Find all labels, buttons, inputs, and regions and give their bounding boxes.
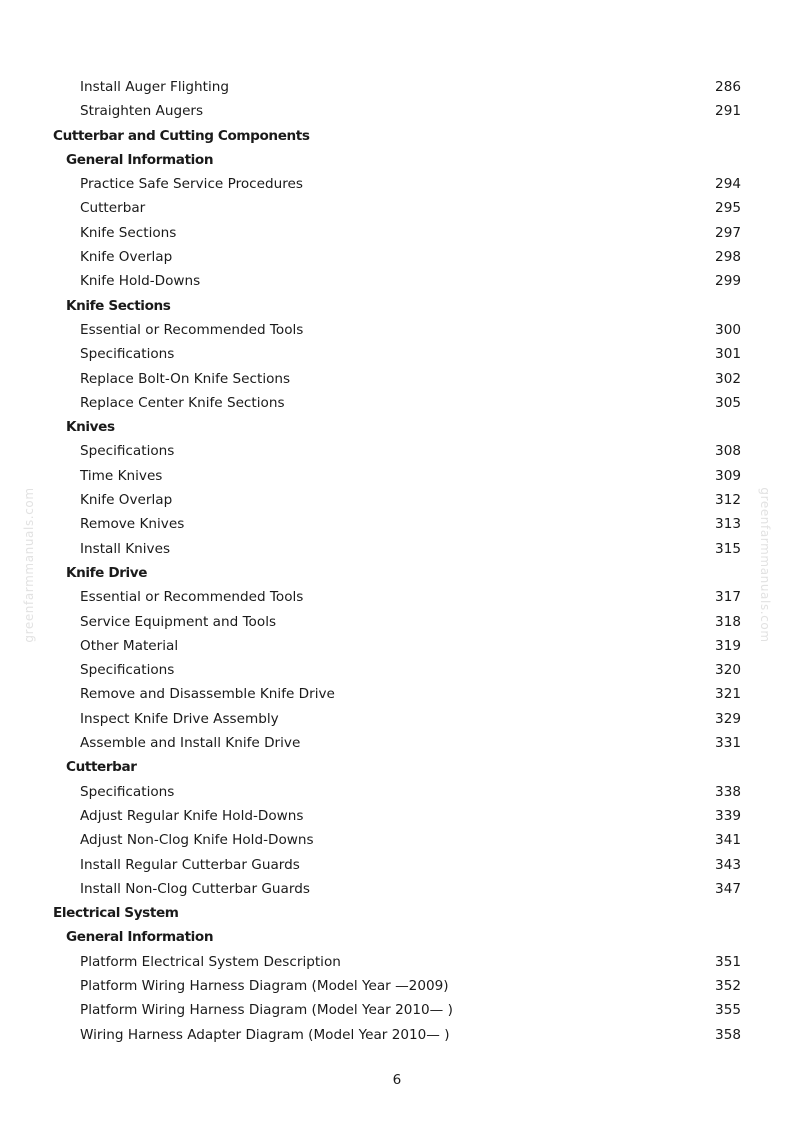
watermark-left: greenfarmmanuals.com (22, 487, 36, 643)
toc-entry[interactable] (0, 731, 794, 755)
toc-entry-title: Other Material (80, 637, 179, 654)
toc-entry-page: 320 (715, 662, 741, 679)
toc-entry-title: Wiring Harness Adapter Diagram (Model Year 2010— ) (80, 1026, 450, 1043)
toc-entry[interactable] (0, 221, 794, 245)
toc-entry[interactable] (0, 780, 794, 804)
toc-entry-page: 295 (715, 200, 741, 217)
toc-entry-page: 305 (715, 394, 741, 411)
toc-entry[interactable] (0, 99, 794, 123)
toc-entry-title: Knives (66, 419, 115, 436)
toc-entry[interactable] (0, 610, 794, 634)
toc-entry-title: Time Knives (80, 467, 163, 484)
toc-entry-page: 341 (715, 832, 741, 849)
toc-subsection-heading (0, 925, 794, 949)
toc-entry-title: Practice Safe Service Procedures (80, 176, 303, 193)
toc-subsection-heading (0, 415, 794, 439)
toc-entry-page: 309 (715, 467, 741, 484)
toc-subsection-heading (0, 148, 794, 172)
toc-entry-title: Install Auger Flighting (80, 79, 230, 95)
toc-entry[interactable] (0, 537, 794, 561)
toc-entry[interactable] (0, 707, 794, 731)
toc-entry[interactable] (0, 658, 794, 682)
toc-entry-title: Cutterbar and Cutting Components (53, 127, 310, 144)
toc-entry-page: 294 (715, 176, 741, 193)
toc-entry[interactable] (0, 367, 794, 391)
toc-entry-title: Knife Overlap (80, 249, 173, 266)
toc-entry-title: Install Knives (80, 540, 171, 557)
toc-entry[interactable] (0, 998, 794, 1022)
toc-entry[interactable] (0, 828, 794, 852)
toc-entry-title: Cutterbar (80, 200, 146, 217)
toc-entry-title: Platform Wiring Harness Diagram (Model Year 2010— ) (80, 1002, 453, 1019)
toc-entry[interactable] (0, 1023, 794, 1047)
toc-entry-title: Specifications (80, 783, 175, 800)
toc-entry-page: 299 (715, 273, 741, 290)
toc-entry[interactable] (0, 804, 794, 828)
toc-entry-title: Knife Sections (80, 224, 177, 241)
toc-entry-title: General Information (66, 929, 214, 946)
toc-entry-page: 352 (715, 977, 741, 994)
toc-entry-title: Essential or Recommended Tools (80, 589, 304, 606)
toc-entry[interactable] (0, 682, 794, 706)
toc-entry-page: 302 (715, 370, 741, 387)
toc-entry-page: 297 (715, 224, 741, 241)
toc-entry[interactable] (0, 877, 794, 901)
toc-entry-title: Remove and Disassemble Knife Drive (80, 686, 335, 703)
toc-entry-title: Cutterbar (66, 759, 137, 776)
toc-entry-title: Straighten Augers (80, 103, 204, 120)
toc-entry-title: Knife Drive (66, 564, 148, 581)
toc-entry[interactable] (0, 634, 794, 658)
watermark-right: greenfarmmanuals.com (758, 487, 772, 643)
toc-entry[interactable] (0, 950, 794, 974)
toc-entry-title: Specifications (80, 346, 175, 363)
table-of-contents (0, 75, 794, 1047)
toc-entry-page: 286 (715, 79, 741, 95)
toc-entry-page: 347 (715, 880, 741, 897)
toc-entry-page: 358 (715, 1026, 741, 1043)
toc-entry-title: Specifications (80, 662, 175, 679)
toc-entry[interactable] (0, 974, 794, 998)
toc-entry-page: 339 (715, 807, 741, 824)
toc-entry-title: Knife Hold-Downs (80, 273, 201, 290)
toc-entry[interactable] (0, 245, 794, 269)
toc-entry[interactable] (0, 464, 794, 488)
toc-section-heading (0, 901, 794, 925)
toc-entry-page: 308 (715, 443, 741, 460)
toc-subsection-heading (0, 561, 794, 585)
toc-entry-page: 301 (715, 346, 741, 363)
toc-entry-page: 315 (715, 540, 741, 557)
toc-entry-title: Specifications (80, 443, 175, 460)
toc-entry[interactable] (0, 269, 794, 293)
toc-entry-page: 331 (715, 735, 741, 752)
toc-entry-title: Platform Electrical System Description (80, 953, 341, 970)
toc-entry-title: Service Equipment and Tools (80, 613, 277, 630)
toc-entry[interactable] (0, 585, 794, 609)
toc-entry-page: 291 (715, 103, 741, 120)
toc-entry-page: 338 (715, 783, 741, 800)
toc-entry-title: Inspect Knife Drive Assembly (80, 710, 279, 727)
toc-entry[interactable] (0, 488, 794, 512)
toc-entry[interactable] (0, 439, 794, 463)
toc-entry-title: Knife Sections (66, 297, 171, 314)
toc-entry-title: Knife Overlap (80, 492, 173, 509)
toc-entry-title: Install Regular Cutterbar Guards (80, 856, 300, 873)
toc-subsection-heading (0, 755, 794, 779)
toc-subsection-heading (0, 294, 794, 318)
toc-entry-page: 321 (715, 686, 741, 703)
toc-entry[interactable] (0, 75, 794, 99)
toc-entry[interactable] (0, 853, 794, 877)
toc-entry-page: 312 (715, 492, 741, 509)
toc-entry-title: Replace Center Knife Sections (80, 394, 285, 411)
toc-entry[interactable] (0, 512, 794, 536)
toc-entry-title: Electrical System (53, 905, 179, 922)
toc-entry-page: 298 (715, 249, 741, 266)
toc-entry[interactable] (0, 318, 794, 342)
toc-entry-page: 355 (715, 1002, 741, 1019)
toc-entry-title: Install Non-Clog Cutterbar Guards (80, 880, 310, 897)
toc-entry-title: Essential or Recommended Tools (80, 321, 304, 338)
toc-entry-title: General Information (66, 151, 214, 168)
toc-entry[interactable] (0, 172, 794, 196)
toc-entry[interactable] (0, 196, 794, 220)
toc-entry[interactable] (0, 342, 794, 366)
toc-entry[interactable] (0, 391, 794, 415)
toc-entry-page: 329 (715, 710, 741, 727)
toc-entry-page: 343 (715, 856, 741, 873)
toc-entry-title: Platform Wiring Harness Diagram (Model Year —2009) (80, 977, 449, 994)
toc-entry-page: 317 (715, 589, 741, 606)
toc-entry-page: 319 (715, 637, 741, 654)
toc-entry-title: Adjust Non-Clog Knife Hold-Downs (80, 832, 314, 849)
toc-entry-page: 313 (715, 516, 741, 533)
toc-entry-page: 351 (715, 953, 741, 970)
toc-entry-title: Assemble and Install Knife Drive (80, 735, 301, 752)
toc-entry-title: Replace Bolt-On Knife Sections (80, 370, 291, 387)
page-number: 6 (392, 1072, 402, 1088)
toc-entry-page: 300 (715, 321, 741, 338)
toc-section-heading (0, 124, 794, 148)
toc-entry-title: Remove Knives (80, 516, 185, 533)
toc-entry-title: Adjust Regular Knife Hold-Downs (80, 807, 304, 824)
toc-entry-page: 318 (715, 613, 741, 630)
